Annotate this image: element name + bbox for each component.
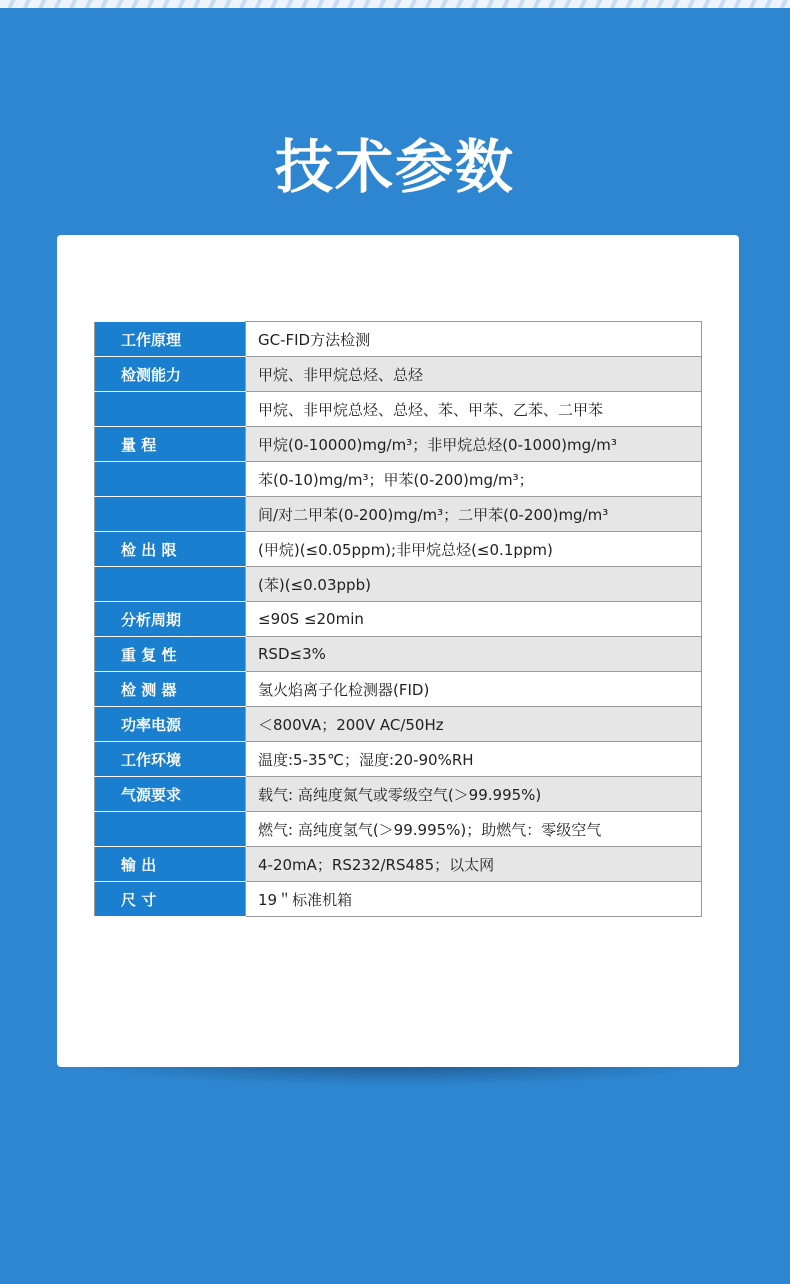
row-label — [95, 392, 246, 427]
spec-table — [94, 321, 702, 917]
row-value: 4-20mA；RS232/RS485；以太网 — [246, 847, 702, 882]
table-row — [95, 707, 702, 742]
table-row — [95, 602, 702, 637]
table-row — [95, 672, 702, 707]
row-label: 检 测 器 — [95, 672, 246, 707]
row-label: 分析周期 — [95, 602, 246, 637]
row-value: 载气: 高纯度氮气或零级空气(＞99.995%) — [246, 777, 702, 812]
row-value: 氢火焰离子化检测器(FID) — [246, 672, 702, 707]
table-row — [95, 392, 702, 427]
row-label: 尺 寸 — [95, 882, 246, 917]
page-title: 技术参数 — [274, 133, 515, 201]
row-label — [95, 812, 246, 847]
row-value: 温度:5-35℃；湿度:20-90%RH — [246, 742, 702, 777]
row-value: (甲烷)(≤0.05ppm);非甲烷总烃(≤0.1ppm) — [246, 532, 702, 567]
row-label: 功率电源 — [95, 707, 246, 742]
row-value: 燃气: 高纯度氢气(＞99.995%)；助燃气：零级空气 — [246, 812, 702, 847]
row-label: 输 出 — [95, 847, 246, 882]
row-value: 甲烷、非甲烷总烃、总烃、苯、甲苯、乙苯、二甲苯 — [246, 392, 702, 427]
row-value: 苯(0-10)mg/m³；甲苯(0-200)mg/m³； — [246, 462, 702, 497]
table-row — [95, 462, 702, 497]
table-row — [95, 322, 702, 357]
table-row — [95, 567, 702, 602]
row-value: RSD≤3% — [246, 637, 702, 672]
row-label — [95, 567, 246, 602]
row-label: 工作环境 — [95, 742, 246, 777]
row-value: 19＂标准机箱 — [246, 882, 702, 917]
table-row — [95, 497, 702, 532]
table-row — [95, 777, 702, 812]
top-decoration — [0, 0, 790, 8]
table-row — [95, 357, 702, 392]
table-row — [95, 742, 702, 777]
table-row — [95, 882, 702, 917]
table-row — [95, 427, 702, 462]
row-value: 间/对二甲苯(0-200)mg/m³；二甲苯(0-200)mg/m³ — [246, 497, 702, 532]
row-value: GC-FID方法检测 — [246, 322, 702, 357]
row-label: 量 程 — [95, 427, 246, 462]
row-label: 气源要求 — [95, 777, 246, 812]
table-row — [95, 637, 702, 672]
row-value: 甲烷(0-10000)mg/m³；非甲烷总烃(0-1000)mg/m³ — [246, 427, 702, 462]
table-row — [95, 532, 702, 567]
row-label: 重 复 性 — [95, 637, 246, 672]
table-row — [95, 847, 702, 882]
table-row — [95, 812, 702, 847]
row-value: 甲烷、非甲烷总烃、总烃 — [246, 357, 702, 392]
row-label: 检 出 限 — [95, 532, 246, 567]
row-label — [95, 462, 246, 497]
row-label: 检测能力 — [95, 357, 246, 392]
row-value: ≤90S ≤20min — [246, 602, 702, 637]
row-value: (苯)(≤0.03ppb) — [246, 567, 702, 602]
row-value: ＜800VA；200V AC/50Hz — [246, 707, 702, 742]
row-label — [95, 497, 246, 532]
row-label: 工作原理 — [95, 322, 246, 357]
